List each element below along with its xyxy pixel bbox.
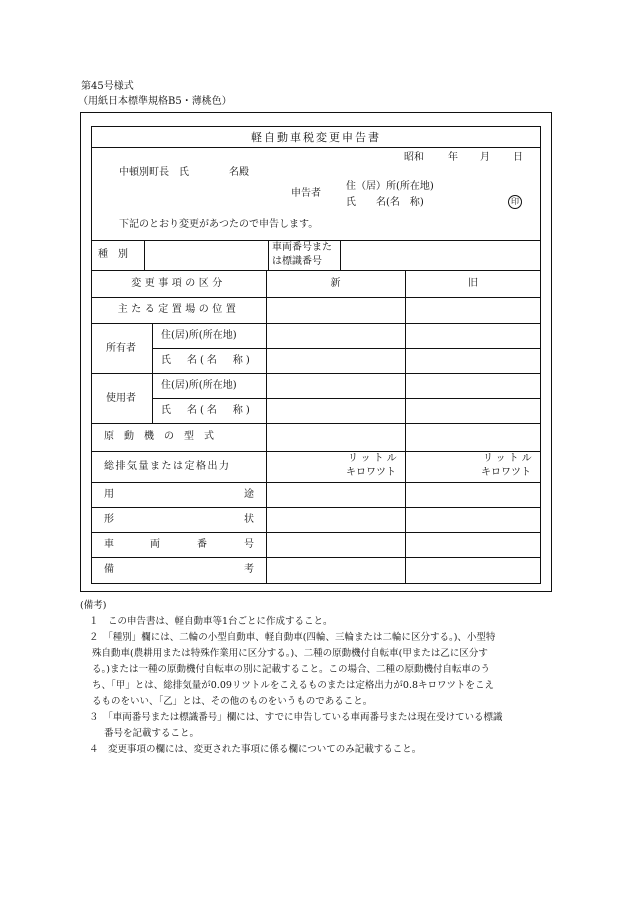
divider [91,532,541,533]
vehicle-number-label-2: は標識番号 [272,256,322,267]
day-label: 日 [513,152,523,163]
row-displacement: 総排気量または定格出力 [104,461,231,472]
year-label: 年 [448,152,458,163]
row-vehicle-number-char-4: 号 [244,539,254,550]
row-vehicle-number-char-1: 車 [104,539,114,550]
row-engine-model: 原 動 機 の 型 式 [104,431,214,442]
divider [268,240,269,270]
row-shape-left: 形 [104,514,114,525]
note-line: るものをいい、「乙」とは、その他のものをいうものであること。 [92,696,373,707]
type-label: 種 別 [98,249,128,260]
row-remarks-left: 備 [104,564,114,575]
divider [91,423,541,424]
row-vehicle-number-char-3: 番 [197,539,207,550]
row-use-left: 用 [104,489,114,500]
divider [91,507,541,508]
note-line: る。)または一種の原動機付自転車の別に記載すること。この場合、二種の原動機付自転車のう [92,664,490,675]
divider [144,240,145,270]
divider [91,373,541,374]
col-new: 新 [330,278,341,289]
note-line: ４ 変更事項の欄には、変更された事項に係る欄についてのみ記載すること。 [89,744,422,755]
owner-address-label: 住(居)所(所在地) [161,330,237,341]
row-vehicle-number-char-2: 両 [150,539,160,550]
declarant-address-label: 住（居）所(所在地) [346,181,434,192]
era-label: 昭和 [404,152,424,163]
divider [91,147,541,148]
note-line: 番号を記載すること。 [104,728,200,739]
new-unit-kw: キロワツト [346,467,396,478]
divider [91,323,541,324]
declarant-label: 申告者 [291,188,321,199]
paper-spec: （用紙日本標準規格B5・薄桃色） [78,96,232,107]
form-title: 軽自動車税変更申告書 [251,131,381,144]
divider [91,557,541,558]
owner-name-label: 氏 名(名 称) [161,355,253,366]
addressee: 中頓別町長 氏 名殿 [119,167,249,178]
row-owner: 所有者 [106,343,136,354]
divider [91,297,541,298]
divider [266,270,267,584]
divider [405,270,406,584]
declaration-statement: 下記のとおり変更があつたので申告します。 [119,219,319,230]
col-change-category: 変更事項の区分 [131,278,226,289]
note-line: ３ 「車両番号または標識番号」欄には、すでに申告している車両番号または現在受けている標識 [89,712,503,723]
old-unit-liter: リットル [483,453,535,464]
notes-heading: (備考) [80,600,107,611]
row-remarks-right: 考 [244,564,254,575]
divider [152,398,541,399]
col-old: 旧 [468,278,478,289]
form-number: 第45号様式 [81,81,134,92]
row-storage-location: 主たる定置場の位置 [117,304,240,315]
divider [152,348,541,349]
note-line: ち、「甲」とは、総排気量が0.09リツトルをこえるものまたは定格出力が0.8キロワツトをこえ [92,680,495,691]
seal-mark: 印 [508,195,522,209]
divider [91,240,541,241]
old-unit-kw: キロワツト [481,467,531,478]
new-unit-liter: リットル [348,453,400,464]
row-use-right: 途 [244,489,254,500]
note-line: １ この申告書は、軽自動車等1台ごとに作成すること。 [89,616,333,627]
note-line: ２ 「種別」欄には、二輪の小型自動車、軽自動車(四輪、三輪または二輪に区分する。)、小型特 [89,632,496,643]
note-line: 殊自動車(農耕用または特殊作業用に区分する。)、二種の原動機付自転車(甲または乙に区分す [92,648,488,659]
vehicle-number-label-1: 車両番号また [272,242,332,253]
month-label: 月 [480,152,490,163]
row-user: 使用者 [106,393,136,404]
divider [91,482,541,483]
user-name-label: 氏 名(名 称) [161,405,253,416]
row-shape-right: 状 [244,514,254,525]
divider [152,323,153,423]
divider [91,451,541,452]
divider [91,270,541,271]
user-address-label: 住(居)所(所在地) [161,380,237,391]
divider [340,240,341,270]
declarant-name-label: 氏 名(名 称) [346,197,424,208]
